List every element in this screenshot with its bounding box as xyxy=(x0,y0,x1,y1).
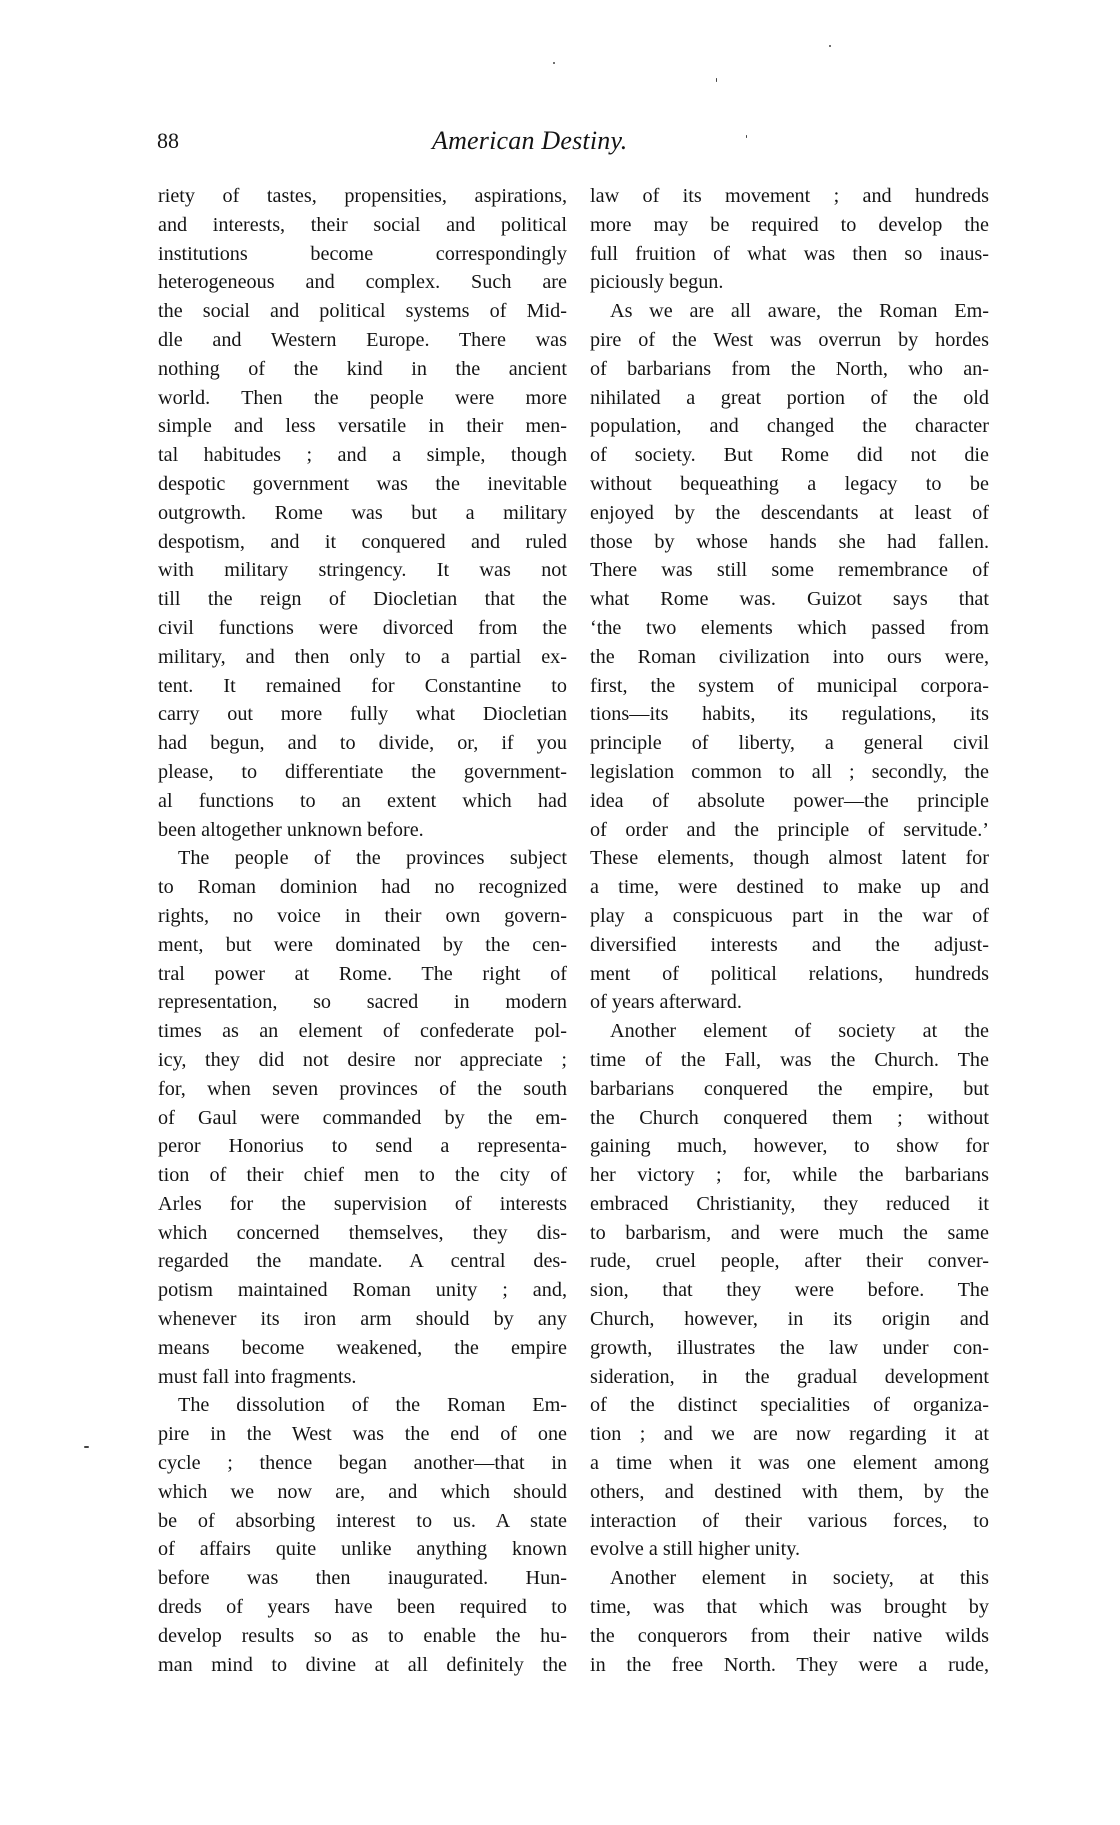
text-line: institutions become correspondingly xyxy=(158,242,567,265)
text-line: tral power at Rome. The right of xyxy=(158,962,567,985)
text-line: despotic government was the inevitable xyxy=(158,472,567,495)
text-line: more may be required to develop the xyxy=(590,213,989,236)
text-line: As we are all aware, the Roman Em- xyxy=(610,300,989,323)
text-line: the social and political systems of Mid- xyxy=(158,300,567,323)
text-line: of affairs quite unlike anything known xyxy=(158,1538,567,1561)
text-line: legislation common to all ; secondly, the xyxy=(590,760,989,783)
text-line: enjoyed by the descendants at least of xyxy=(590,501,989,524)
text-line: embraced Christianity, they reduced it xyxy=(590,1192,989,1215)
text-line: what Rome was. Guizot says that xyxy=(590,588,989,611)
text-line: tent. It remained for Constantine to xyxy=(158,674,567,697)
text-line: which concerned themselves, they dis- xyxy=(158,1221,567,1244)
text-line: diversified interests and the adjust- xyxy=(590,933,989,956)
text-line: potism maintained Roman unity ; and, xyxy=(158,1279,567,1302)
text-line: cycle ; thence began another—that in xyxy=(158,1452,567,1475)
text-line: and interests, their social and political xyxy=(158,213,567,236)
text-line: peror Honorius to send a representa- xyxy=(158,1135,567,1158)
text-line: must fall into fragments. xyxy=(158,1365,357,1388)
text-line: nothing of the kind in the ancient xyxy=(158,357,567,380)
text-line: ment, but were dominated by the cen- xyxy=(158,933,567,956)
text-line: principle of liberty, a general civil xyxy=(590,732,989,755)
text-line: rude, cruel people, after their conver- xyxy=(590,1250,989,1273)
text-line: of order and the principle of servitude.’ xyxy=(590,818,989,841)
text-line: tal habitudes ; and a simple, though xyxy=(158,444,567,467)
text-line: develop results so as to enable the hu- xyxy=(158,1624,567,1647)
scan-speck xyxy=(716,78,717,82)
text-line: tion of their chief men to the city of xyxy=(158,1164,567,1187)
scan-speck xyxy=(553,62,555,64)
text-line: sideration, in the gradual development xyxy=(590,1365,989,1388)
text-line: evolve a still higher unity. xyxy=(590,1538,801,1561)
text-line: barbarians conquered the empire, but xyxy=(590,1077,989,1100)
text-line: a time, were destined to make up and xyxy=(590,876,989,899)
text-line: man mind to divine at all definitely the xyxy=(158,1653,567,1676)
text-line: law of its movement ; and hundreds xyxy=(590,185,989,207)
text-line: a time when it was one element among xyxy=(590,1452,989,1475)
page-number: 88 xyxy=(157,128,179,153)
text-line: regarded the mandate. A central des- xyxy=(158,1250,567,1273)
text-line: without bequeathing a legacy to be xyxy=(590,472,989,495)
text-line: These elements, though almost latent for xyxy=(590,847,989,870)
text-line: civil functions were divorced from the xyxy=(158,616,567,639)
text-line: of Gaul were commanded by the em- xyxy=(158,1106,567,1129)
text-line: of barbarians from the North, who an- xyxy=(590,357,989,380)
text-line: piciously begun. xyxy=(590,271,724,294)
text-line: the conquerors from their native wilds xyxy=(590,1624,989,1647)
text-line: despotism, and it conquered and ruled xyxy=(158,530,567,553)
text-line: of the distinct specialities of organiza- xyxy=(590,1394,989,1417)
text-line: time, was that which was brought by xyxy=(590,1596,989,1619)
text-line: There was still some remembrance of xyxy=(590,559,989,582)
text-line: the Church conquered them ; without xyxy=(590,1106,989,1129)
text-line: outgrowth. Rome was but a military xyxy=(158,501,567,524)
text-line: Arles for the supervision of interests xyxy=(158,1192,567,1215)
text-line: riety of tastes, propensities, aspirations, xyxy=(158,185,567,207)
text-line: in the free North. They were a rude, xyxy=(590,1653,989,1676)
text-line: first, the system of municipal corpora- xyxy=(590,674,989,697)
text-line: tion ; and we are now regarding it at xyxy=(590,1423,989,1446)
text-line: Church, however, in its origin and xyxy=(590,1308,989,1331)
text-line: ment of political relations, hundreds xyxy=(590,962,989,985)
text-line: pire in the West was the end of one xyxy=(158,1423,567,1446)
text-line: al functions to an extent which had xyxy=(158,789,567,812)
text-line: full fruition of what was then so inaus- xyxy=(590,242,989,265)
text-line: gaining much, however, to show for xyxy=(590,1135,989,1158)
right-text-column xyxy=(590,182,989,1679)
text-line: those by whose hands she had fallen. xyxy=(590,530,989,553)
text-line: which we now are, and which should xyxy=(158,1480,567,1503)
text-line: ‘the two elements which passed from xyxy=(590,616,989,639)
text-line: be of absorbing interest to us. A state xyxy=(158,1509,567,1532)
text-line: icy, they did not desire nor appreciate ; xyxy=(158,1048,567,1071)
text-line: dreds of years have been required to xyxy=(158,1596,567,1619)
text-line: pire of the West was overrun by hordes xyxy=(590,328,989,351)
text-line: sion, that they were before. The xyxy=(590,1279,989,1302)
text-line: interaction of their various forces, to xyxy=(590,1509,989,1532)
text-line: growth, illustrates the law under con- xyxy=(590,1336,989,1359)
text-line: of years afterward. xyxy=(590,991,742,1014)
text-line: dle and Western Europe. There was xyxy=(158,328,567,351)
text-line: others, and destined with them, by the xyxy=(590,1480,989,1503)
text-line: nihilated a great portion of the old xyxy=(590,386,989,409)
text-line: The people of the provinces subject xyxy=(178,847,567,870)
text-line: time of the Fall, was the Church. The xyxy=(590,1048,989,1071)
text-line: Another element in society, at this xyxy=(610,1567,989,1590)
scan-speck xyxy=(84,1446,89,1448)
text-line: Another element of society at the xyxy=(610,1020,989,1043)
text-line: rights, no voice in their own govern- xyxy=(158,904,567,927)
text-line: for, when seven provinces of the south xyxy=(158,1077,567,1100)
text-line: play a conspicuous part in the war of xyxy=(590,904,989,927)
text-line: means become weakened, the empire xyxy=(158,1336,567,1359)
text-line: to barbarism, and were much the same xyxy=(590,1221,989,1244)
text-line: her victory ; for, while the barbarians xyxy=(590,1164,989,1187)
running-title: American Destiny. xyxy=(432,126,628,155)
text-line: had begun, and to divide, or, if you xyxy=(158,732,567,755)
text-line: representation, so sacred in modern xyxy=(158,991,567,1014)
text-line: heterogeneous and complex. Such are xyxy=(158,271,567,294)
text-line: world. Then the people were more xyxy=(158,386,567,409)
text-line: please, to differentiate the government- xyxy=(158,760,567,783)
text-line: with military stringency. It was not xyxy=(158,559,567,582)
text-line: been altogether unknown before. xyxy=(158,818,424,841)
text-line: The dissolution of the Roman Em- xyxy=(178,1394,567,1417)
text-line: tions—its habits, its regulations, its xyxy=(590,703,989,726)
text-line: idea of absolute power—the principle xyxy=(590,789,989,812)
text-line: carry out more fully what Diocletian xyxy=(158,703,567,726)
text-line: whenever its iron arm should by any xyxy=(158,1308,567,1331)
text-line: to Roman dominion had no recognized xyxy=(158,876,567,899)
text-line: military, and then only to a partial ex- xyxy=(158,645,567,668)
running-head xyxy=(157,124,987,158)
text-line: till the reign of Diocletian that the xyxy=(158,588,567,611)
text-line: times as an element of confederate pol- xyxy=(158,1020,567,1043)
left-text-column xyxy=(158,182,567,1679)
text-line: of society. But Rome did not die xyxy=(590,444,989,467)
text-line: before was then inaugurated. Hun- xyxy=(158,1567,567,1590)
scan-speck xyxy=(829,45,831,47)
text-line: the Roman civilization into ours were, xyxy=(590,645,989,668)
text-line: population, and changed the character xyxy=(590,415,989,438)
text-line: simple and less versatile in their men- xyxy=(158,415,567,438)
